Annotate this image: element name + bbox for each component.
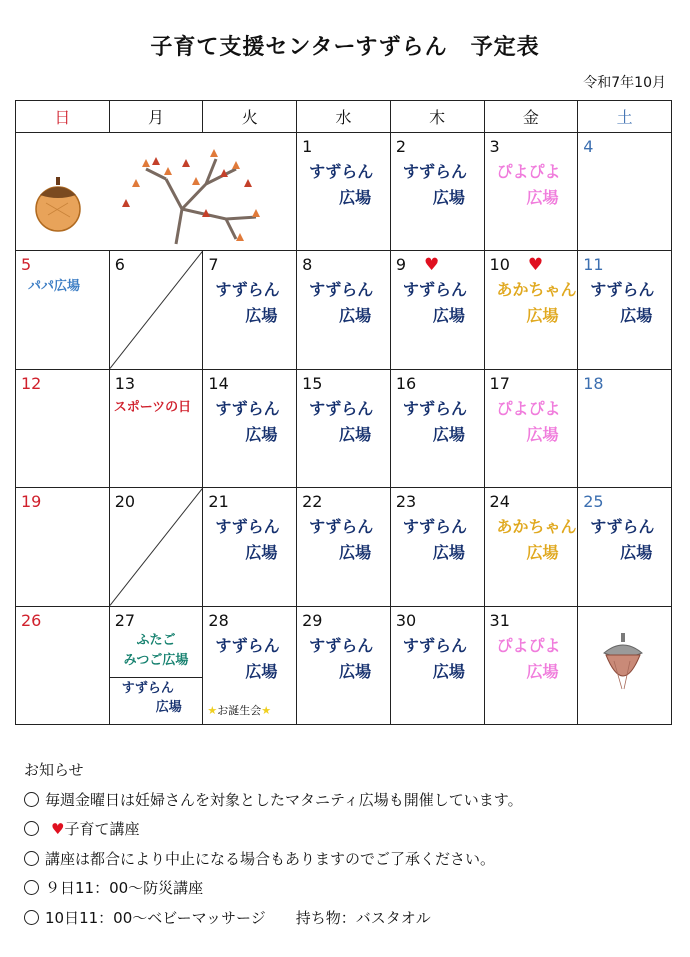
event-line-2: 広場 <box>432 306 465 326</box>
day-number: 30 <box>395 610 417 630</box>
event-line-1: すずらん <box>309 162 374 181</box>
birthday-party-event <box>207 702 271 718</box>
day-number: 27 <box>114 610 136 630</box>
notices-section <box>24 756 523 933</box>
week-row <box>16 488 672 606</box>
suzuran-hiroba-event <box>391 514 484 566</box>
weekday-wednesday: 水 <box>297 101 391 133</box>
event-line-1: すずらん <box>309 635 374 655</box>
suzuran-hiroba-event <box>297 396 390 448</box>
notice-item <box>24 874 523 904</box>
day-number: 15 <box>302 373 323 393</box>
weekday-thursday: 木 <box>390 101 484 133</box>
day-cell <box>109 369 203 487</box>
day-cell <box>578 133 672 251</box>
event-line-1: ふたご <box>136 632 176 648</box>
day-cell <box>578 369 672 487</box>
futago-mitsugo-hiroba-event <box>110 631 203 671</box>
event-line-2: 広場 <box>339 188 372 207</box>
autumn-tree-icon <box>116 139 276 249</box>
day-number-text: 9 <box>395 255 406 275</box>
heart-icon: ♥ <box>527 255 544 276</box>
event-line-1: すずらん <box>402 280 467 300</box>
event-line-1: すずらん <box>309 398 374 418</box>
event-line-2: みつご広場 <box>123 652 189 668</box>
day-number <box>490 255 544 275</box>
notice-item <box>24 845 523 875</box>
day-cell <box>484 606 578 724</box>
day-number: 2 <box>395 137 406 156</box>
day-number: 20 <box>114 492 136 512</box>
papa-hiroba-event: パパ広場 <box>28 279 81 295</box>
notice-text: 講座は都合により中止になる場合もありますのでご了承ください。 <box>45 849 496 868</box>
day-cell <box>484 369 578 487</box>
illustration-cell <box>16 133 297 251</box>
suzuran-hiroba-event <box>391 159 484 211</box>
week-row <box>16 606 672 724</box>
day-cell <box>109 606 203 724</box>
circle-bullet-icon <box>24 880 39 895</box>
day-number: 8 <box>302 255 313 275</box>
heart-icon: ♥ <box>424 255 440 276</box>
day-number: 12 <box>21 373 42 393</box>
day-cell <box>16 606 110 724</box>
cell-divider <box>110 677 203 678</box>
day-cell <box>297 369 391 487</box>
event-line-1: すずらん <box>402 162 467 181</box>
day-number: 7 <box>208 255 219 275</box>
suzuran-hiroba-event <box>297 633 390 685</box>
event-line-1: あかちゃん <box>496 517 577 537</box>
suzuran-hiroba-event <box>297 159 390 211</box>
sports-day-holiday: スポーツの日 <box>113 399 192 415</box>
day-cell <box>484 133 578 251</box>
event-line-2: 広場 <box>432 543 465 563</box>
day-number: 6 <box>114 255 125 275</box>
day-cell <box>578 488 672 606</box>
day-cell <box>16 488 110 606</box>
day-number: 26 <box>21 610 42 630</box>
day-cell <box>390 369 484 487</box>
notices-heading: お知らせ <box>24 761 84 779</box>
event-line-1: すずらん <box>402 398 467 418</box>
event-line-1: すずらん <box>402 517 467 537</box>
day-cell <box>390 133 484 251</box>
event-line-2: 広場 <box>526 661 559 681</box>
weekday-header-row <box>16 101 672 133</box>
notice-text: ９日11：00～防災講座 <box>45 879 204 897</box>
star-icon: ★ <box>261 704 272 717</box>
event-line-2: 広場 <box>155 699 182 715</box>
day-cell <box>203 488 297 606</box>
event-line-2: 広場 <box>620 543 653 563</box>
akachan-hiroba-event <box>485 277 578 329</box>
event-line-2: 広場 <box>620 306 653 326</box>
akachan-hiroba-event <box>485 514 578 566</box>
notice-item <box>24 815 523 845</box>
day-cell <box>297 133 391 251</box>
day-number: 22 <box>302 492 323 512</box>
event-line-2: 広場 <box>339 661 372 681</box>
event-line-2: 広場 <box>432 424 465 444</box>
day-number: 5 <box>21 255 32 275</box>
notice-text: 毎週金曜日は妊婦さんを対象としたマタニティ広場も開催しています。 <box>45 790 523 809</box>
event-line-1: すずらん <box>215 398 280 418</box>
event-line-2: 広場 <box>245 661 278 681</box>
day-cell <box>203 369 297 487</box>
day-number: 31 <box>489 610 510 630</box>
circle-bullet-icon <box>24 792 39 807</box>
day-number <box>396 255 439 275</box>
suzuran-hiroba-event <box>578 277 671 329</box>
event-line-2: 広場 <box>526 424 559 444</box>
event-line-1: すずらん <box>590 280 655 300</box>
week-row <box>16 369 672 487</box>
day-number: 24 <box>489 492 510 512</box>
day-cell <box>578 251 672 369</box>
event-line-1: すずらん <box>215 517 280 537</box>
day-number: 19 <box>21 492 42 512</box>
day-number: 28 <box>208 610 229 630</box>
day-number: 17 <box>489 373 510 393</box>
day-cell <box>484 251 578 369</box>
piyopiyo-hiroba-event <box>485 159 578 211</box>
page-title: 子育て支援センターすずらん 予定表 <box>150 35 540 60</box>
suzuran-hiroba-event <box>203 633 296 685</box>
suzuran-hiroba-event <box>391 396 484 448</box>
notice-text: 子育て講座 <box>64 820 140 838</box>
event-line-2: 広場 <box>339 306 372 326</box>
suzuran-hiroba-event <box>391 277 484 329</box>
day-cell-closed <box>109 251 203 369</box>
event-line-1: すずらん <box>309 280 374 300</box>
event-line-2: 広場 <box>526 543 559 563</box>
event-line-1: あかちゃん <box>496 280 577 300</box>
circle-bullet-icon <box>24 821 39 836</box>
event-line-1: すずらん <box>121 680 174 696</box>
event-line-2: 広場 <box>245 424 278 444</box>
illustration-cell <box>578 606 672 724</box>
day-number: 1 <box>302 137 313 156</box>
day-number: 4 <box>583 137 594 156</box>
event-line-1: ぴよぴよ <box>496 635 561 655</box>
event-line-2: 広場 <box>432 661 465 681</box>
circle-bullet-icon <box>24 851 39 866</box>
event-line-1: すずらん <box>215 280 280 300</box>
weekday-friday: 金 <box>484 101 578 133</box>
day-cell <box>203 606 297 724</box>
birthday-label: お誕生会 <box>217 704 262 717</box>
event-line-2: 広場 <box>526 188 559 207</box>
day-number: 29 <box>302 610 323 630</box>
weekday-monday: 月 <box>109 101 203 133</box>
event-line-2: 広場 <box>245 543 278 563</box>
suzuran-hiroba-event <box>391 633 484 685</box>
circle-bullet-icon <box>24 910 39 925</box>
event-line-1: すずらん <box>402 635 467 655</box>
day-number: 21 <box>208 492 229 512</box>
piyopiyo-hiroba-event <box>485 633 578 685</box>
star-icon: ★ <box>207 704 218 717</box>
day-cell <box>16 369 110 487</box>
suzuran-hiroba-event <box>203 396 296 448</box>
day-number: 23 <box>395 492 417 512</box>
day-cell <box>297 251 391 369</box>
suzuran-hiroba-event <box>297 277 390 329</box>
day-number: 18 <box>583 373 604 393</box>
piyopiyo-hiroba-event <box>485 396 578 448</box>
day-number: 11 <box>583 255 604 275</box>
suzuran-hiroba-event <box>297 514 390 566</box>
day-cell <box>16 251 110 369</box>
event-line-1: ぴよぴよ <box>496 398 561 418</box>
weekday-tuesday: 火 <box>203 101 297 133</box>
notice-item <box>24 904 523 934</box>
event-line-2: 広場 <box>339 424 372 444</box>
day-number: 3 <box>489 137 500 156</box>
calendar-table <box>15 100 672 725</box>
acorn-icon <box>600 631 646 701</box>
event-line-1: すずらん <box>309 517 374 537</box>
week-row <box>16 251 672 369</box>
day-cell <box>390 606 484 724</box>
week-row <box>16 133 672 251</box>
day-cell-closed <box>109 488 203 606</box>
event-line-2: 広場 <box>526 306 559 326</box>
event-line-1: すずらん <box>215 635 280 655</box>
suzuran-hiroba-event <box>203 277 296 329</box>
notice-text: 10日11：00～ベビーマッサージ 持ち物：バスタオル <box>45 908 431 927</box>
day-cell <box>297 488 391 606</box>
month-label: 令和7年10月 <box>583 75 666 91</box>
acorn-icon <box>34 173 82 233</box>
day-cell <box>203 251 297 369</box>
notice-item <box>24 786 523 816</box>
day-number: 16 <box>395 373 417 393</box>
day-number: 13 <box>114 373 136 393</box>
day-number: 25 <box>583 492 604 512</box>
event-line-1: すずらん <box>590 517 655 537</box>
suzuran-hiroba-event <box>110 679 203 717</box>
suzuran-hiroba-event <box>578 514 671 566</box>
event-line-2: 広場 <box>245 306 278 326</box>
day-cell <box>390 251 484 369</box>
day-cell <box>484 488 578 606</box>
weekday-saturday: 土 <box>578 101 672 133</box>
event-line-2: 広場 <box>339 543 372 563</box>
day-number: 14 <box>208 373 229 393</box>
weekday-sunday: 日 <box>16 101 110 133</box>
day-cell <box>297 606 391 724</box>
event-line-2: 広場 <box>432 188 465 207</box>
day-cell <box>390 488 484 606</box>
heart-icon: ♥ <box>51 820 65 838</box>
suzuran-hiroba-event <box>203 514 296 566</box>
event-line-1: ぴよぴよ <box>496 162 561 181</box>
day-number-text: 10 <box>489 255 510 275</box>
